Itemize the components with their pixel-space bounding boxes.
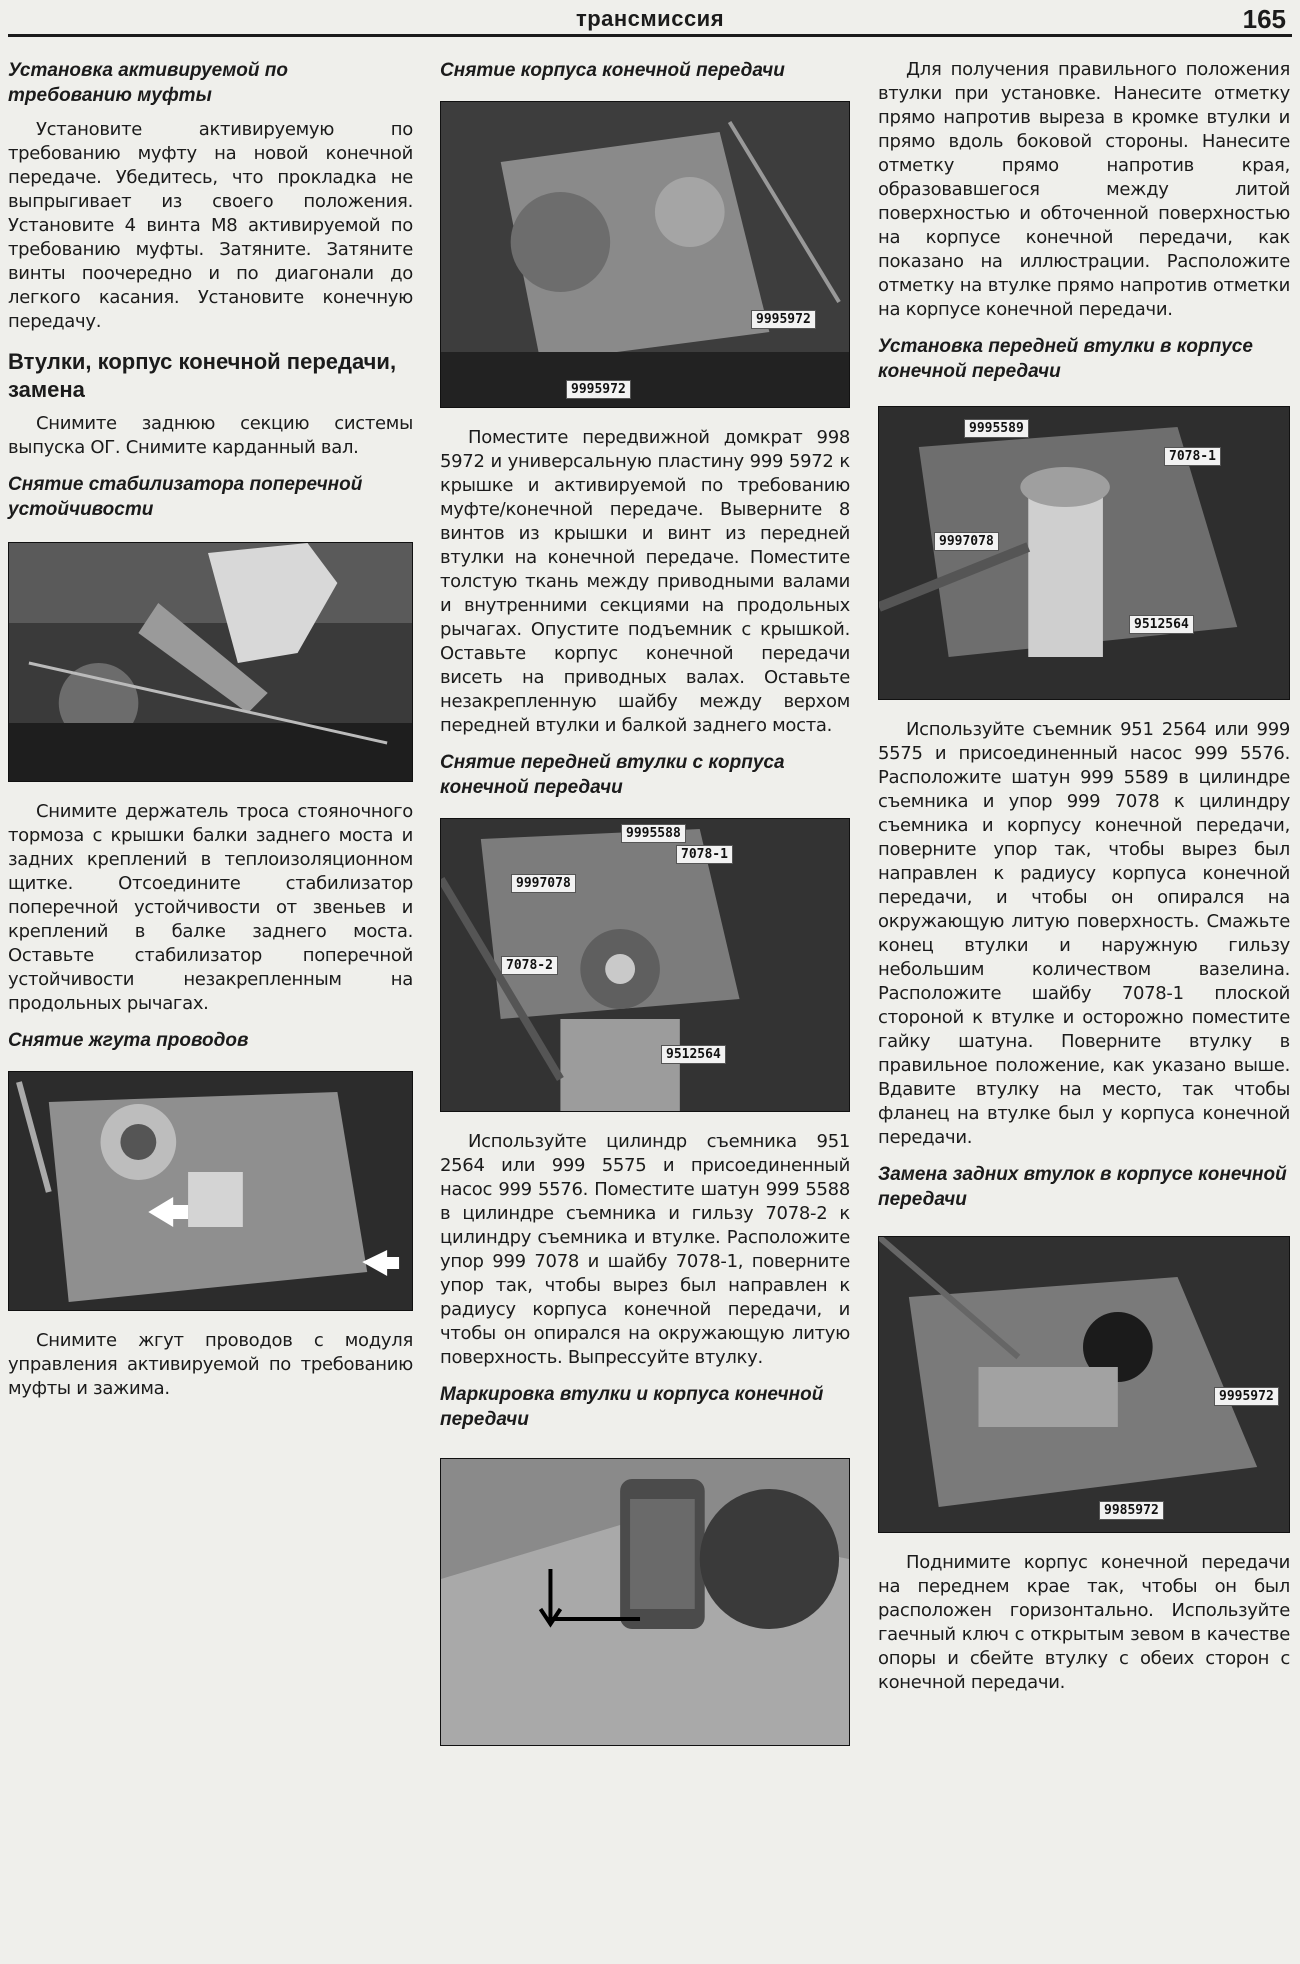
column-3	[878, 58, 1290, 1707]
paragraph: Снимите держатель троса стояночного тормоза с крышки балки заднего моста и задних креплений в теплоизоляционном щитке. Отсоедините стабилизатор поперечной устойчивости от звеньев и креплений в балке заднего моста. Оставьте стабилизатор поперечной устойчивости незакрепленным на продольных рычагах.	[8, 801, 413, 1014]
photo-label: 9512564	[661, 1045, 726, 1064]
paragraph: Поднимите корпус конечной передачи на переднем крае так, чтобы он был расположен горизонтально. Используйте гаечный ключ с открытым зевом в качестве опоры и сбейте втулку с обеих сторон с конечной передачи.	[878, 1552, 1290, 1693]
heading-housing-removal: Снятие корпуса конечной передачи	[440, 60, 785, 81]
photo-bushing-marking	[440, 1458, 850, 1746]
section-title: трансмиссия	[575, 6, 725, 31]
paragraph: Для получения правильного положения втулки при установке. Нанесите отметку прямо напротив выреза в кромке втулки и прямо вдоль боковой стороны. Нанесите отметку прямо напротив края, образовавшегося между литой поверхностью и обточенной поверхностью на корпусе конечной передачи, как показано на иллюстрации. Расположите отметку на втулке прямо напротив отметки на корпусе конечной передачи.	[878, 59, 1290, 320]
column-2	[440, 58, 850, 1764]
heading-clutch-install: Установка активируемой по требованию муфты	[8, 60, 288, 106]
column-1	[8, 58, 413, 1413]
photo-label: 7078-2	[501, 956, 558, 975]
paragraph: Используйте цилиндр съемника 951 2564 или 999 5575 и присоединенный насос 999 5576. Поместите шатун 999 5588 в цилиндре съемника и гильзу 7078-2 к цилиндру съемника и втулке. Расположите упор 999 7078 и шайбу 7078-1, поверните упор так, чтобы вырез был направлен к радиусу корпуса конечной передачи, и чтобы он опирался на окружающую литую поверхность. Выпрессуйте втулку.	[440, 1131, 850, 1368]
heading-harness-removal: Снятие жгута проводов	[8, 1030, 249, 1051]
photo-label: 9995589	[964, 419, 1029, 438]
heading-rear-bushings-replace: Замена задних втулок в корпусе конечной передачи	[878, 1164, 1287, 1210]
page-number: 165	[1242, 4, 1286, 34]
paragraph: Поместите передвижной домкрат 998 5972 и универсальную пластину 999 5972 к крышке и активируемой по требованию муфте/конечной передаче. Выверните 8 винтов из крышки и винт из передней втулки на конечной передаче. Поместите толстую ткань между приводными валами и внутренними секциями на продольных рычагах. Опустите подъемник с крышкой. Оставьте корпус конечной передачи висеть на приводных валах. Оставьте незакрепленную шайбу между верхом передней втулки и балкой заднего моста.	[440, 427, 850, 736]
paragraph: Снимите жгут проводов с модуля управления активируемой по требованию муфты и зажима.	[8, 1330, 413, 1399]
heading-stabilizer-removal: Снятие стабилизатора поперечной устойчивости	[8, 474, 363, 520]
heading-bushings-replace: Втулки, корпус конечной передачи, замена	[8, 349, 397, 402]
photo-label: 9995972	[751, 310, 816, 329]
photo-label: 9995588	[621, 824, 686, 843]
photo-label: 9997078	[934, 532, 999, 551]
photo-label: 9997078	[511, 874, 576, 893]
photo-label: 7078-1	[676, 845, 733, 864]
heading-front-bushing-removal: Снятие передней втулки с корпуса конечной передачи	[440, 752, 785, 798]
photo-housing-removal	[440, 101, 850, 408]
photo-label: 7078-1	[1164, 447, 1221, 466]
heading-front-bushing-install: Установка передней втулки в корпусе конечной передачи	[878, 336, 1253, 382]
paragraph: Используйте съемник 951 2564 или 999 5575 и присоединенный насос 999 5576. Расположите шатун 999 5589 в цилиндре съемника и упор 999 7078 к цилиндру съемника и корпусу конечной передачи, поверните упор так, чтобы вырез был направлен к радиусу корпуса конечной передачи, и чтобы он опирался на окружающую литую поверхность. Смажьте конец втулки и наружную гильзу небольшим количеством вазелина. Расположите шайбу 7078-1 плоской стороной к втулке и осторожно поместите гайку шатуна. Поверните втулку в правильное положение, как указано выше. Вдавите втулку на место, так чтобы фланец на втулке был у корпуса конечной передачи.	[878, 719, 1290, 1148]
photo-harness	[8, 1071, 413, 1311]
header-rule	[8, 34, 1292, 37]
page-header	[0, 0, 1300, 40]
heading-bushing-marking: Маркировка втулки и корпуса конечной передачи	[440, 1384, 824, 1430]
photo-stabilizer	[8, 542, 413, 782]
photo-label: 9512564	[1129, 615, 1194, 634]
photo-front-bushing-install	[878, 406, 1290, 700]
photo-label: 9995972	[566, 380, 631, 399]
photo-label: 9995972	[1214, 1387, 1279, 1406]
paragraph: Снимите заднюю секцию системы выпуска ОГ. Снимите карданный вал.	[8, 413, 413, 458]
photo-front-bushing-removal	[440, 818, 850, 1112]
photo-rear-bushings	[878, 1236, 1290, 1533]
photo-label: 9985972	[1099, 1501, 1164, 1520]
paragraph: Установите активируемую по требованию муфту на новой конечной передаче. Убедитесь, что прокладка не выпрыгивает из своего положения. Установите 4 винта М8 активируемой по требованию муфты. Затяните. Затяните винты поочередно и по диагонали до легкого касания. Установите конечную передачу.	[8, 119, 413, 332]
